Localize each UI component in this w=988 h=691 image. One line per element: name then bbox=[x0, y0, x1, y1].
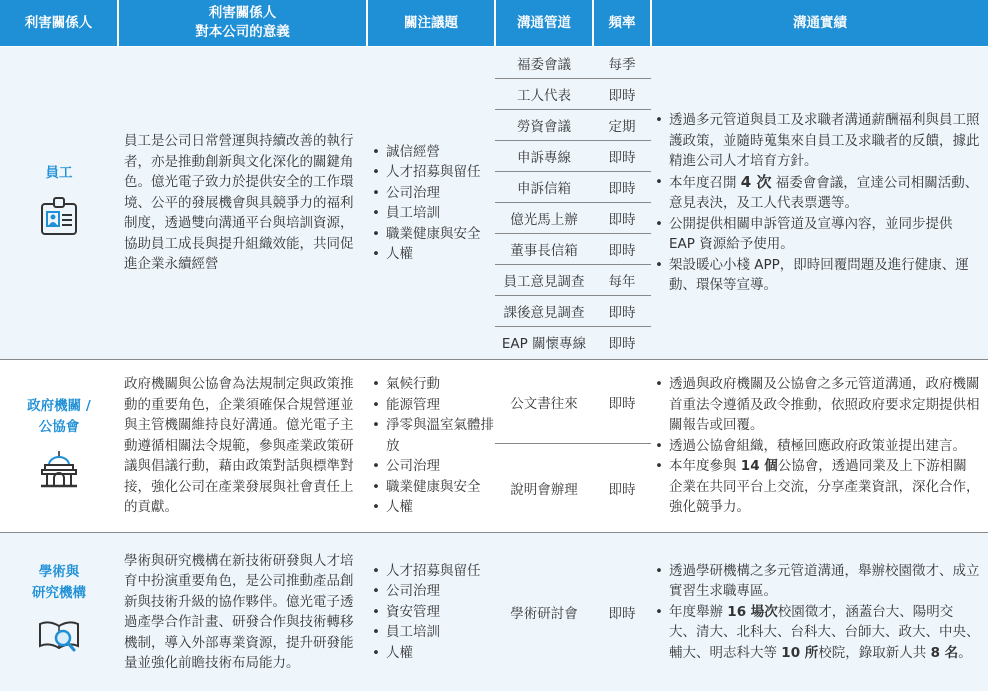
meaning-cell bbox=[118, 533, 366, 691]
channel-name: 員工意見調查 bbox=[503, 273, 585, 290]
topic-item: • 能源管理 bbox=[372, 395, 495, 416]
result-item: • 透過學研機構之多元管道溝通，舉辦校園徵才、成立實習生求職專區。 bbox=[655, 561, 980, 602]
result-item: • 透過與政府機關及公協會之多元管道溝通，政府機關首重法令遵循及政令推動，依照政府要求定期提供相關報告或回覆。 bbox=[655, 374, 980, 436]
header-topics: 關注議題 bbox=[368, 0, 494, 46]
row-academic bbox=[0, 533, 988, 691]
topic-item: • 氣候行動 bbox=[372, 374, 495, 395]
stakeholder-name-cell bbox=[0, 360, 118, 532]
results-cell bbox=[651, 533, 988, 691]
results-list bbox=[655, 110, 980, 296]
channel-frequency: 即時 bbox=[608, 395, 636, 412]
topics-cell bbox=[368, 360, 495, 532]
topic-item: • 誠信經營 bbox=[372, 142, 481, 163]
topic-item: • 員工培訓 bbox=[372, 203, 481, 224]
channel-frequency: 即時 bbox=[608, 606, 636, 622]
header-frequency: 頻率 bbox=[594, 0, 650, 46]
channel-name: 學術研討會 bbox=[510, 606, 578, 622]
topic-item: • 人才招募與留任 bbox=[372, 162, 481, 183]
topic-item: • 人權 bbox=[372, 244, 481, 265]
channel-frequency: 即時 bbox=[608, 482, 636, 498]
topic-item: • 人權 bbox=[372, 643, 481, 664]
topic-item: • 職業健康與安全 bbox=[372, 477, 495, 498]
topics-list bbox=[372, 142, 481, 265]
results-list bbox=[655, 561, 980, 664]
channel-name: 億光馬上辦 bbox=[510, 211, 578, 228]
channel-name: 申訴信箱 bbox=[517, 180, 571, 197]
topic-item: • 人才招募與留任 bbox=[372, 561, 481, 582]
channel-name: 董事長信箱 bbox=[510, 242, 578, 259]
header-stakeholder: 利害關係人 bbox=[0, 0, 117, 46]
meaning-text: 學術與研究機構在新技術研發與人才培育中扮演重要角色，是公司推動產品創新與技術升級的協作夥伴。億光電子透過產學合作計畫、研發合作與技術轉移機制，導入外部專業資源，提升研發能量並強化前瞻技術布局能力。 bbox=[124, 552, 354, 671]
channel-frequency: 即時 bbox=[608, 304, 636, 321]
channel-frequency: 每年 bbox=[608, 273, 636, 290]
channel-frequency: 定期 bbox=[608, 118, 636, 135]
channel-name: 工人代表 bbox=[517, 87, 571, 104]
topics-cell bbox=[368, 47, 495, 359]
channel-name: 勞資會議 bbox=[517, 118, 571, 135]
result-item: • 本年度召開 4 次 福委會會議，宣達公司相關活動、意見表決，及工人代表票選等。 bbox=[655, 172, 980, 214]
channel-frequency: 即時 bbox=[608, 87, 636, 104]
result-item: • 公開提供相關申訴管道及宣導內容，並同步提供 EAP 資源給予使用。 bbox=[655, 214, 980, 255]
results-cell bbox=[651, 360, 988, 532]
result-item: • 架設暖心小棧 APP，即時回覆問題及進行健康、運動、環保等宣導。 bbox=[655, 255, 980, 296]
meaning-cell bbox=[118, 360, 366, 532]
stakeholder-name-cell bbox=[0, 533, 118, 691]
header-channels: 溝通管道 bbox=[496, 0, 592, 46]
stakeholder-name: 員工 bbox=[45, 165, 73, 182]
topic-item: • 資安管理 bbox=[372, 602, 481, 623]
topics-cell bbox=[368, 533, 495, 691]
header-meaning: 利害關係人 對本公司的意義 bbox=[119, 0, 366, 46]
topic-item: • 員工培訓 bbox=[372, 622, 481, 643]
topic-item: • 公司治理 bbox=[372, 581, 481, 602]
channel-frequency: 即時 bbox=[608, 242, 636, 259]
row-employees bbox=[0, 47, 988, 359]
channel-frequency: 即時 bbox=[608, 149, 636, 166]
topics-list bbox=[372, 374, 495, 518]
topic-item: • 職業健康與安全 bbox=[372, 224, 481, 245]
meaning-cell bbox=[118, 47, 366, 359]
result-item: • 透過多元管道與員工及求職者溝通薪酬福利與員工照護政策，並隨時蒐集來自員工及求職者的反饋，據此精進公司人才培育方針。 bbox=[655, 110, 980, 172]
channel-name: 福委會議 bbox=[517, 56, 571, 73]
channel-name: 課後意見調查 bbox=[503, 304, 585, 321]
result-item: • 年度舉辦 16 場次校園徵才，涵蓋台大、陽明交大、清大、北科大、台科大、台師大、政大、中央、輔大、明志科大等 10 所校院，錄取新人共 8 名。 bbox=[655, 602, 980, 664]
meaning-text: 員工是公司日常營運與持續改善的執行者，亦是推動創新與文化深化的關鍵角色。億光電子致力於提供安全的工作環境、公平的發展機會與具競爭力的福利制度，透過雙向溝通平台與培訓資源，協助員工成長與提升組織效能，共同促進企業永續經營 bbox=[124, 133, 354, 273]
topics-list bbox=[372, 561, 481, 664]
channel-frequency: 即時 bbox=[608, 211, 636, 228]
stakeholder-name: 政府機關 / 公協會 bbox=[27, 397, 91, 435]
header-results: 溝通實績 bbox=[652, 0, 988, 46]
channel-frequency: 每季 bbox=[608, 56, 636, 73]
topic-item: • 淨零與溫室氣體排放 bbox=[372, 415, 495, 456]
channel-frequency: 即時 bbox=[608, 180, 636, 197]
result-item: • 本年度參與 14 個公協會，透過同業及上下游相關企業在共同平台上交流，分享產業資訊，深化合作，強化競爭力。 bbox=[655, 456, 980, 518]
topic-item: • 人權 bbox=[372, 497, 495, 518]
channel-name: EAP 關懷專線 bbox=[501, 335, 587, 352]
results-list bbox=[655, 374, 980, 518]
stakeholder-name: 學術與 研究機構 bbox=[32, 563, 86, 601]
government-building-icon bbox=[39, 438, 79, 497]
employee-badge-icon bbox=[40, 184, 78, 243]
topic-item: • 公司治理 bbox=[372, 456, 495, 477]
results-cell bbox=[651, 47, 988, 359]
channel-name: 說明會辦理 bbox=[510, 482, 578, 498]
channel-frequency: 即時 bbox=[608, 335, 636, 352]
channel-name: 申訴專線 bbox=[517, 149, 571, 166]
topic-item: • 公司治理 bbox=[372, 183, 481, 204]
book-magnifier-icon bbox=[37, 604, 81, 663]
result-item: • 透過公協會組織，積極回應政府政策並提出建言。 bbox=[655, 436, 980, 457]
stakeholder-name-cell bbox=[0, 47, 118, 359]
channel-name: 公文書往來 bbox=[510, 395, 578, 412]
row-government bbox=[0, 360, 988, 532]
meaning-text: 政府機關與公協會為法規制定與政策推動的重要角色，企業須確保合規營運並與主管機關維持良好溝通。億光電子主動遵循相關法令規範，參與產業政策研議與倡議行動，藉由政策對話與標準對接，強化公司在產業發展與社會責任上的貢獻。 bbox=[124, 376, 354, 516]
